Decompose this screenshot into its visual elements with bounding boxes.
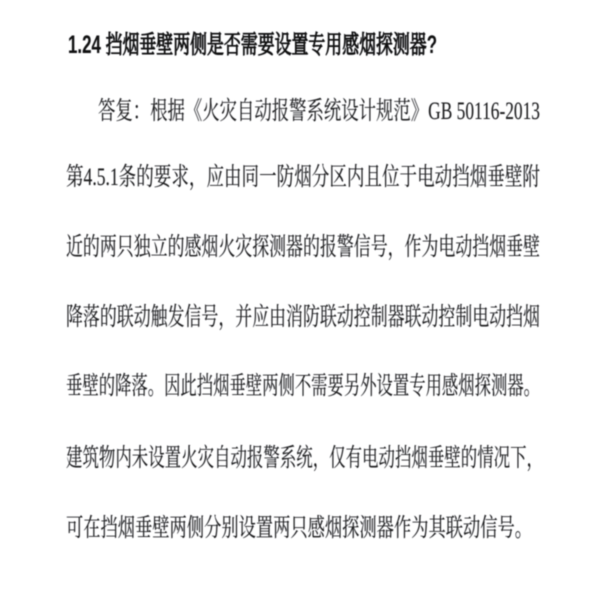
answer-line: 建筑物内未设置火灾自动报警系统，仅有电动挡烟垂壁的情况下， xyxy=(66,445,543,472)
answer-line: 降落的联动触发信号，并应由消防联动控制器联动控制电动挡烟 xyxy=(66,304,540,331)
answer-line: 第4.5.1条的要求，应由同一防烟分区内且位于电动挡烟垂壁附 xyxy=(66,164,540,191)
question-heading: 1.24 挡烟垂壁两侧是否需要设置专用感烟探测器? xyxy=(68,31,438,59)
answer-line: 垂壁的降落。因此挡烟垂壁两侧不需要另外设置专用感烟探测器。 xyxy=(66,373,541,400)
answer-line: 答复：根据《火灾自动报警系统设计规范》GB 50116-2013 xyxy=(98,98,541,125)
answer-line: 近的两只独立的感烟火灾探测器的报警信号，作为电动挡烟垂壁 xyxy=(66,234,540,261)
answer-line: 可在挡烟垂壁两侧分别设置两只感烟探测器作为其联动信号。 xyxy=(66,515,533,542)
